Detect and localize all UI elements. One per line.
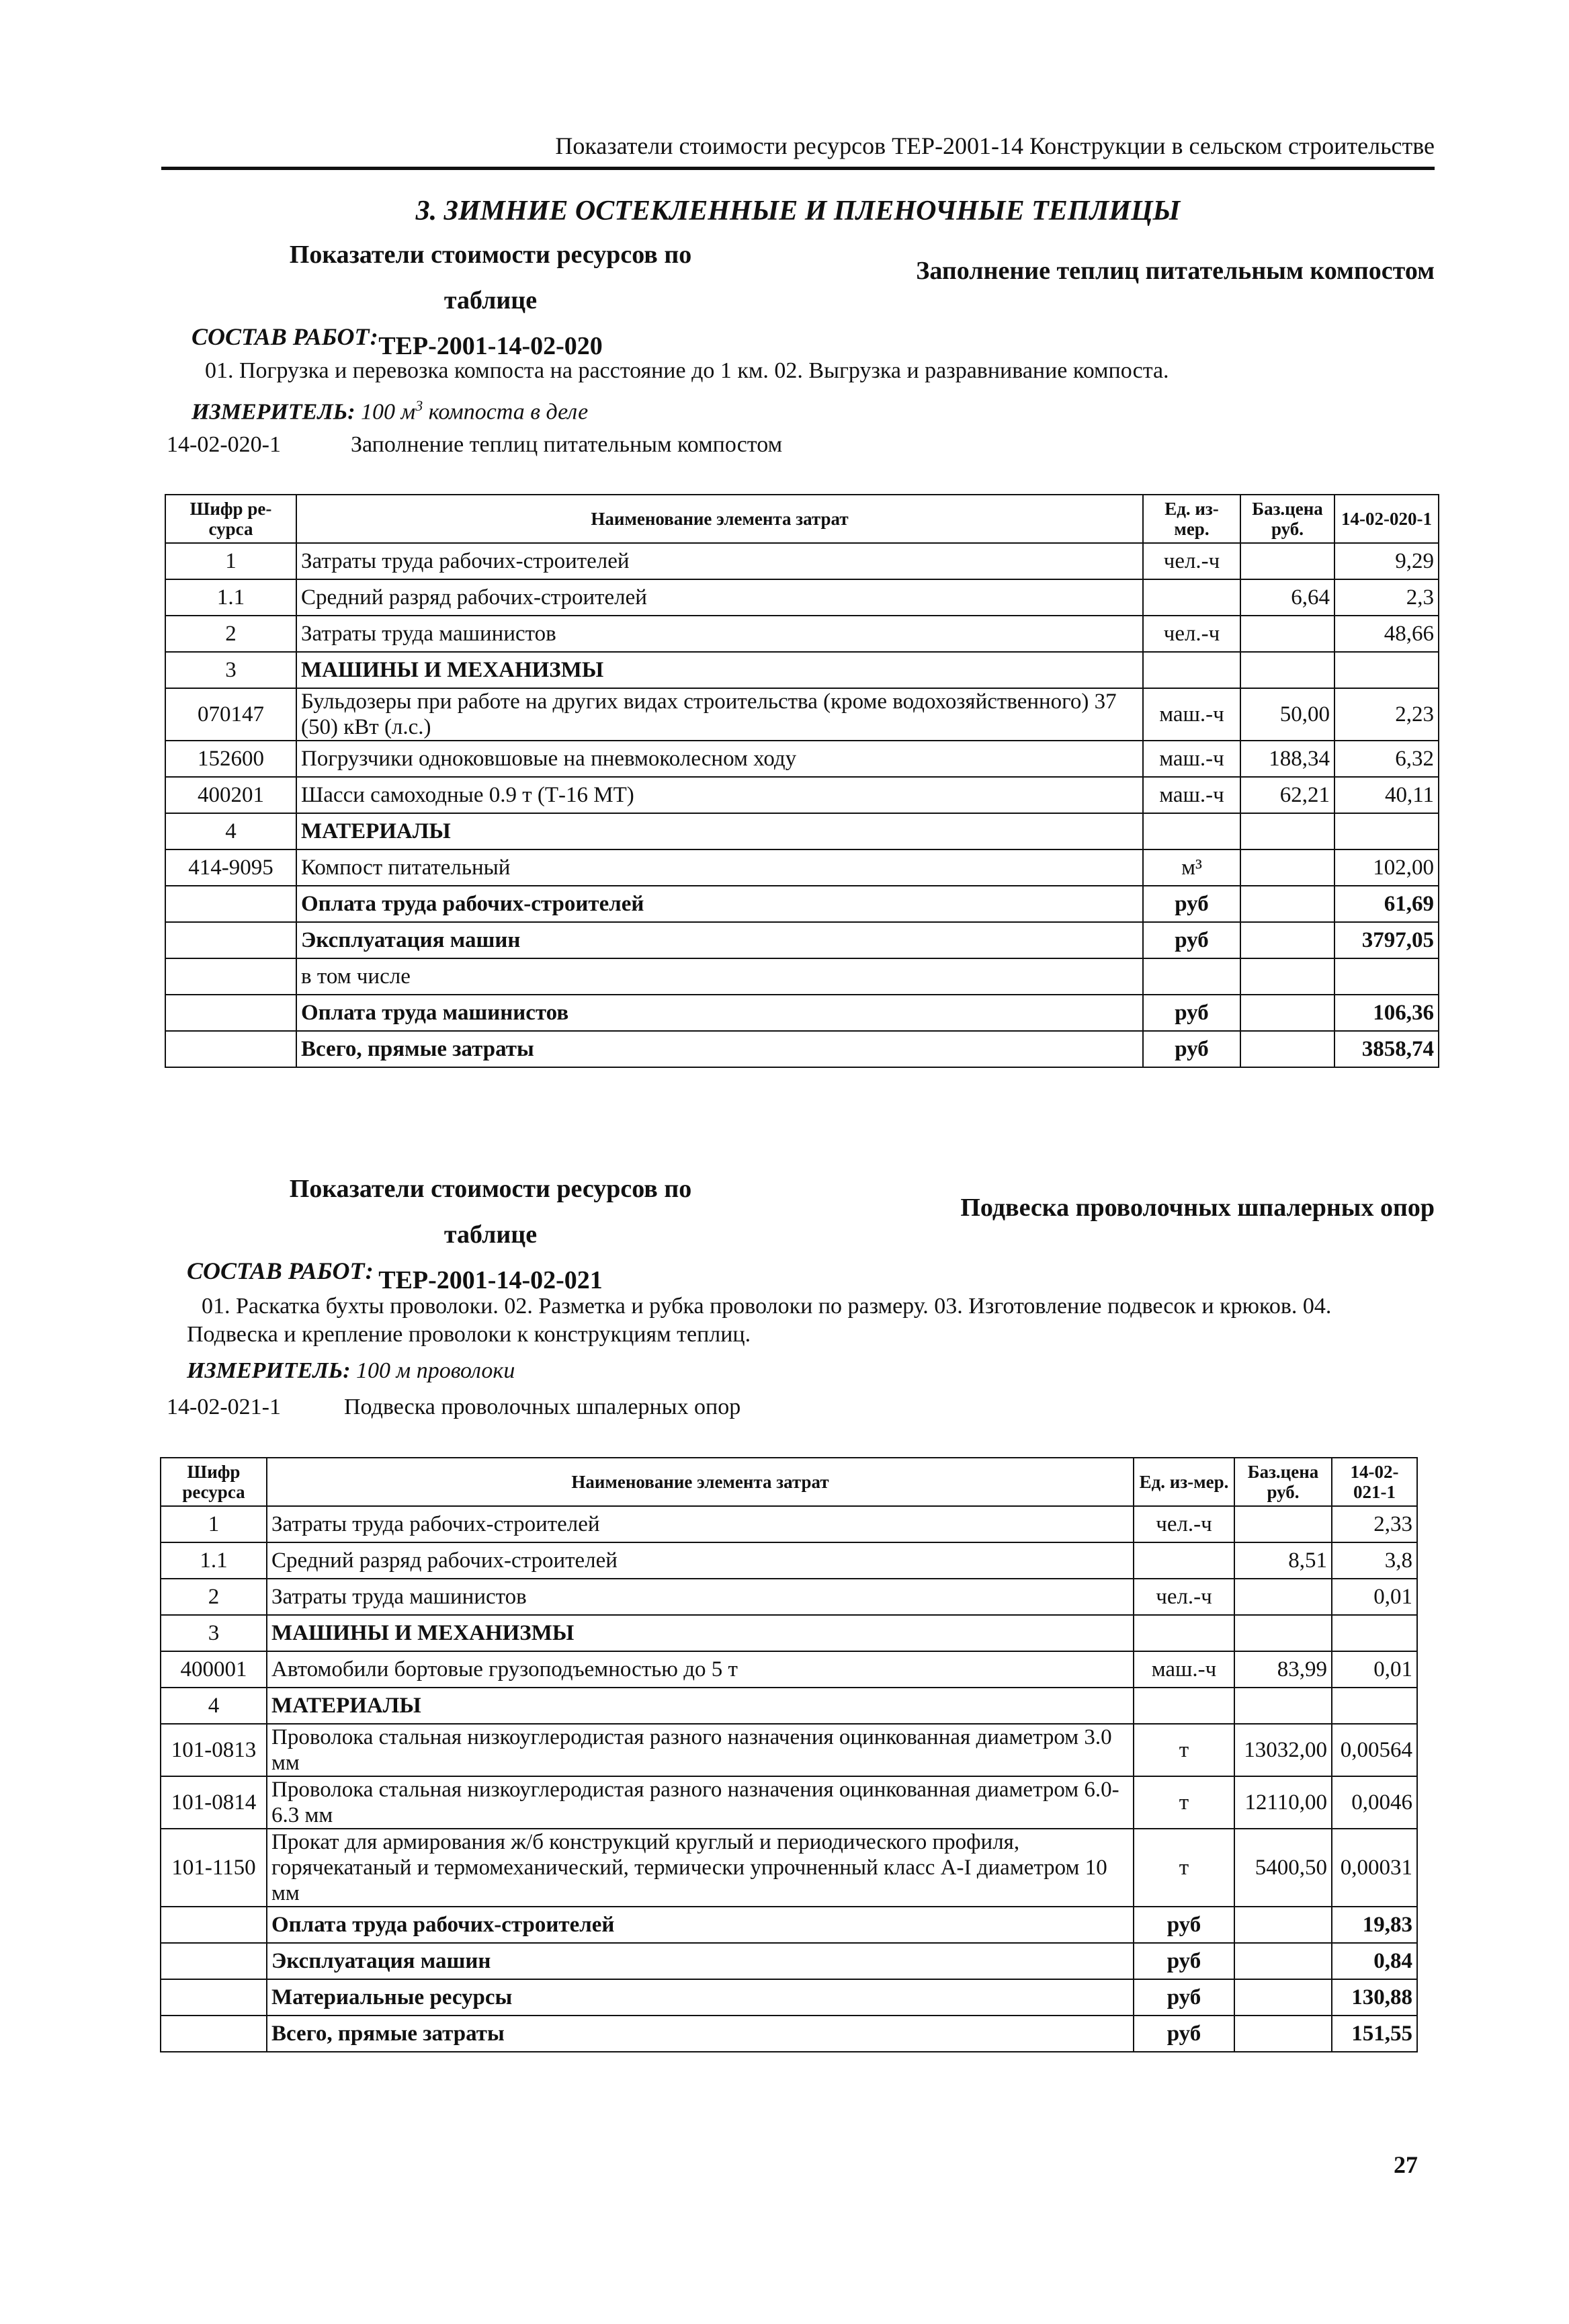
unit-cell: т [1134,1829,1234,1907]
resource-name-cell: МАШИНЫ И МЕХАНИЗМЫ [267,1615,1134,1651]
value-cell: 0,01 [1332,1579,1417,1615]
total-value-cell: 61,69 [1334,886,1439,922]
table2-composition-text2: Подвеска и крепление проволоки к конструкциям теплиц. [187,1322,751,1347]
table2-heading-line2: ТЕР-2001-14-02-021 [378,1266,603,1294]
header-value: 14-02-021-1 [1332,1458,1417,1506]
value-cell: 6,32 [1334,741,1439,777]
table-row [161,1651,1417,1688]
unit-cell [1134,1615,1234,1651]
table1-measure-text2: компоста в деле [423,399,589,425]
total-name-cell: Оплата труда рабочих-строителей [267,1907,1134,1943]
empty-price-cell [1234,1979,1332,2016]
total-name-cell: Оплата труда рабочих-строителей [296,886,1143,922]
table-row [161,1724,1417,1776]
value-cell: 3,8 [1332,1542,1417,1579]
total-value-cell: 19,83 [1332,1907,1417,1943]
unit-cell: маш.-ч [1143,777,1240,813]
page-number: 27 [1394,2151,1418,2178]
unit-cell: чел.-ч [1134,1579,1234,1615]
table-row [165,741,1439,777]
total-unit-cell: руб [1134,2016,1234,2052]
price-cell [1240,849,1334,886]
header-name: Наименование элемента затрат [296,495,1143,543]
resource-name-cell: Прокат для армирования ж/б конструкций круглый и периодического профиля, горячекатаный и термомеханический, термически упрочненный класс А-I диаметром 10 мм [267,1829,1134,1907]
resource-name-cell: Проволока стальная низкоуглеродистая разного назначения оцинкованная диаметром 6.0-6.3 мм [267,1776,1134,1829]
total-value-cell: 3858,74 [1334,1031,1439,1067]
value-cell: 102,00 [1334,849,1439,886]
resource-code-cell: 152600 [165,741,296,777]
table-row [165,652,1439,688]
total-value-cell: 3797,05 [1334,922,1439,958]
price-cell [1240,652,1334,688]
table-row [165,849,1439,886]
price-cell: 8,51 [1234,1542,1332,1579]
table2-composition-label: СОСТАВ РАБОТ: [187,1257,374,1284]
value-cell [1332,1688,1417,1724]
table1-name: Заполнение теплиц питательным компостом [916,257,1435,285]
unit-cell [1143,652,1240,688]
price-cell: 6,64 [1240,579,1334,616]
table1-measure-sup: 3 [415,397,423,414]
total-unit-cell [1143,958,1240,995]
table-row [161,1776,1417,1829]
total-row [161,1907,1417,1943]
resource-name-cell: МАТЕРИАЛЫ [296,813,1143,849]
value-cell: 48,66 [1334,616,1439,652]
table2-measure-text: 100 м проволоки [356,1358,515,1383]
table1-heading-line2: ТЕР-2001-14-02-020 [378,332,603,360]
total-unit-cell: руб [1143,922,1240,958]
table-row [165,616,1439,652]
unit-cell: чел.-ч [1143,543,1240,579]
table2-code-name: Подвеска проволочных шпалерных опор [344,1395,741,1419]
empty-code-cell [165,886,296,922]
price-cell: 50,00 [1240,688,1334,741]
resource-code-cell: 2 [161,1579,267,1615]
table2-header-row [161,1458,1417,1506]
value-cell [1332,1615,1417,1651]
resource-name-cell: Шасси самоходные 0.9 т (Т-16 МТ) [296,777,1143,813]
price-cell: 188,34 [1240,741,1334,777]
unit-cell: чел.-ч [1143,616,1240,652]
empty-code-cell [165,958,296,995]
resource-code-cell: 4 [165,813,296,849]
resource-name-cell: Средний разряд рабочих-строителей [267,1542,1134,1579]
table2 [160,1457,1418,2052]
unit-cell [1143,579,1240,616]
total-name-cell: Эксплуатация машин [267,1943,1134,1979]
unit-cell: маш.-ч [1143,688,1240,741]
value-cell: 0,00564 [1332,1724,1417,1776]
price-cell: 62,21 [1240,777,1334,813]
resource-name-cell: Бульдозеры при работе на других видах строительства (кроме водохозяйственного) 37 (50) кВт (л.с.) [296,688,1143,741]
resource-name-cell: Затраты труда машинистов [296,616,1143,652]
total-unit-cell: руб [1143,1031,1240,1067]
empty-code-cell [161,1907,267,1943]
table2-measure-label: ИЗМЕРИТЕЛЬ: [187,1358,351,1383]
total-name-cell: Материальные ресурсы [267,1979,1134,2016]
total-name-cell: Оплата труда машинистов [296,995,1143,1031]
resource-code-cell: 3 [161,1615,267,1651]
resource-code-cell: 1 [161,1506,267,1542]
empty-price-cell [1234,1943,1332,1979]
empty-price-cell [1240,995,1334,1031]
total-row [165,886,1439,922]
resource-code-cell: 1 [165,543,296,579]
resource-name-cell: Погрузчики одноковшовые на пневмоколесном ходу [296,741,1143,777]
table-row [161,1615,1417,1651]
unit-cell: маш.-ч [1143,741,1240,777]
empty-price-cell [1240,886,1334,922]
table-row [165,688,1439,741]
section-title: 3. ЗИМНИЕ ОСТЕКЛЕННЫЕ И ПЛЕНОЧНЫЕ ТЕПЛИЦЫ [415,196,1181,226]
header-name: Наименование элемента затрат [267,1458,1134,1506]
table-row [161,1542,1417,1579]
empty-price-cell [1240,922,1334,958]
price-cell [1234,1506,1332,1542]
total-row [161,1979,1417,2016]
empty-code-cell [165,922,296,958]
resource-code-cell: 101-0813 [161,1724,267,1776]
value-cell: 0,01 [1332,1651,1417,1688]
value-cell: 2,3 [1334,579,1439,616]
empty-price-cell [1234,2016,1332,2052]
total-value-cell: 0,84 [1332,1943,1417,1979]
resource-code-cell: 101-1150 [161,1829,267,1907]
empty-code-cell [161,2016,267,2052]
total-row [165,995,1439,1031]
header-code: Шифр ре-сурса [165,495,296,543]
table1 [165,494,1439,1068]
resource-name-cell: МАШИНЫ И МЕХАНИЗМЫ [296,652,1143,688]
value-cell: 0,0046 [1332,1776,1417,1829]
table-row [165,813,1439,849]
price-cell [1240,813,1334,849]
empty-price-cell [1240,1031,1334,1067]
table-row [165,543,1439,579]
empty-code-cell [165,1031,296,1067]
table2-name: Подвеска проволочных шпалерных опор [960,1194,1435,1222]
empty-price-cell [1234,1907,1332,1943]
value-cell [1334,813,1439,849]
resource-code-cell: 1.1 [161,1542,267,1579]
table1-heading-line1: Показатели стоимости ресурсов по таблице [289,241,692,315]
value-cell: 0,00031 [1332,1829,1417,1907]
value-cell: 9,29 [1334,543,1439,579]
total-value-cell: 106,36 [1334,995,1439,1031]
unit-cell [1143,813,1240,849]
table2-composition-text1: 01. Раскатка бухты проволоки. 02. Разметка и рубка проволоки по размеру. 03. Изготовление подвесок и крюков. 04. [202,1294,1332,1319]
table2-heading-line1: Показатели стоимости ресурсов по таблице [289,1175,692,1249]
total-row [161,1943,1417,1979]
value-cell: 40,11 [1334,777,1439,813]
total-name-cell: в том числе [296,958,1143,995]
total-name-cell: Всего, прямые затраты [296,1031,1143,1067]
header-value: 14-02-020-1 [1334,495,1439,543]
table-row [161,1506,1417,1542]
price-cell [1234,1688,1332,1724]
value-cell: 2,33 [1332,1506,1417,1542]
total-name-cell: Эксплуатация машин [296,922,1143,958]
table-row [161,1579,1417,1615]
resource-name-cell: Затраты труда рабочих-строителей [296,543,1143,579]
price-cell: 12110,00 [1234,1776,1332,1829]
header-price: Баз.цена руб. [1240,495,1334,543]
resource-code-cell: 3 [165,652,296,688]
unit-cell: чел.-ч [1134,1506,1234,1542]
unit-cell: м³ [1143,849,1240,886]
resource-name-cell: МАТЕРИАЛЫ [267,1688,1134,1724]
table1-composition-text: 01. Погрузка и перевозка компоста на расстояние до 1 км. 02. Выгрузка и разравнивание компоста. [205,358,1169,383]
total-unit-cell: руб [1134,1907,1234,1943]
unit-cell [1134,1688,1234,1724]
table-row [161,1688,1417,1724]
total-name-cell: Всего, прямые затраты [267,2016,1134,2052]
resource-name-cell: Компост питательный [296,849,1143,886]
table2-code: 14-02-021-1 [167,1395,281,1419]
total-row [165,922,1439,958]
table-row [165,777,1439,813]
table-row [165,579,1439,616]
resource-code-cell: 400001 [161,1651,267,1688]
header-code: Шифр ресурса [161,1458,267,1506]
resource-code-cell: 070147 [165,688,296,741]
value-cell [1334,652,1439,688]
empty-code-cell [161,1979,267,2016]
resource-name-cell: Проволока стальная низкоуглеродистая разного назначения оцинкованная диаметром 3.0 мм [267,1724,1134,1776]
resource-code-cell: 414-9095 [165,849,296,886]
total-unit-cell: руб [1134,1979,1234,2016]
resource-name-cell: Затраты труда машинистов [267,1579,1134,1615]
table1-composition-label: СОСТАВ РАБОТ: [192,323,378,350]
price-cell: 5400,50 [1234,1829,1332,1907]
total-value-cell [1334,958,1439,995]
table1-header-row [165,495,1439,543]
price-cell [1234,1615,1332,1651]
value-cell: 2,23 [1334,688,1439,741]
price-cell: 83,99 [1234,1651,1332,1688]
price-cell [1234,1579,1332,1615]
unit-cell: маш.-ч [1134,1651,1234,1688]
table1-code: 14-02-020-1 [167,432,281,457]
table1-measure-text: 100 м [361,399,416,425]
resource-code-cell: 4 [161,1688,267,1724]
header-unit: Ед. из-мер. [1134,1458,1234,1506]
running-header: Показатели стоимости ресурсов ТЕР-2001-14 Конструкции в сельском строительстве [161,132,1435,170]
table-row [161,1829,1417,1907]
table1-code-name: Заполнение теплиц питательным компостом [351,432,783,457]
total-row [165,958,1439,995]
total-unit-cell: руб [1134,1943,1234,1979]
empty-code-cell [161,1943,267,1979]
total-unit-cell: руб [1143,886,1240,922]
table1-measure-label: ИЗМЕРИТЕЛЬ: [192,399,355,425]
resource-name-cell: Средний разряд рабочих-строителей [296,579,1143,616]
empty-price-cell [1240,958,1334,995]
total-value-cell: 130,88 [1332,1979,1417,2016]
resource-code-cell: 101-0814 [161,1776,267,1829]
resource-code-cell: 1.1 [165,579,296,616]
total-row [161,2016,1417,2052]
price-cell: 13032,00 [1234,1724,1332,1776]
total-unit-cell: руб [1143,995,1240,1031]
total-value-cell: 151,55 [1332,2016,1417,2052]
header-price: Баз.цена руб. [1234,1458,1332,1506]
resource-code-cell: 400201 [165,777,296,813]
table1-measure [192,390,588,428]
total-row [165,1031,1439,1067]
header-unit: Ед. из-мер. [1143,495,1240,543]
price-cell [1240,543,1334,579]
resource-code-cell: 2 [165,616,296,652]
resource-name-cell: Автомобили бортовые грузоподъемностью до 5 т [267,1651,1134,1688]
unit-cell: т [1134,1724,1234,1776]
unit-cell: т [1134,1776,1234,1829]
empty-code-cell [165,995,296,1031]
resource-name-cell: Затраты труда рабочих-строителей [267,1506,1134,1542]
price-cell [1240,616,1334,652]
unit-cell [1134,1542,1234,1579]
table2-measure [187,1355,515,1387]
